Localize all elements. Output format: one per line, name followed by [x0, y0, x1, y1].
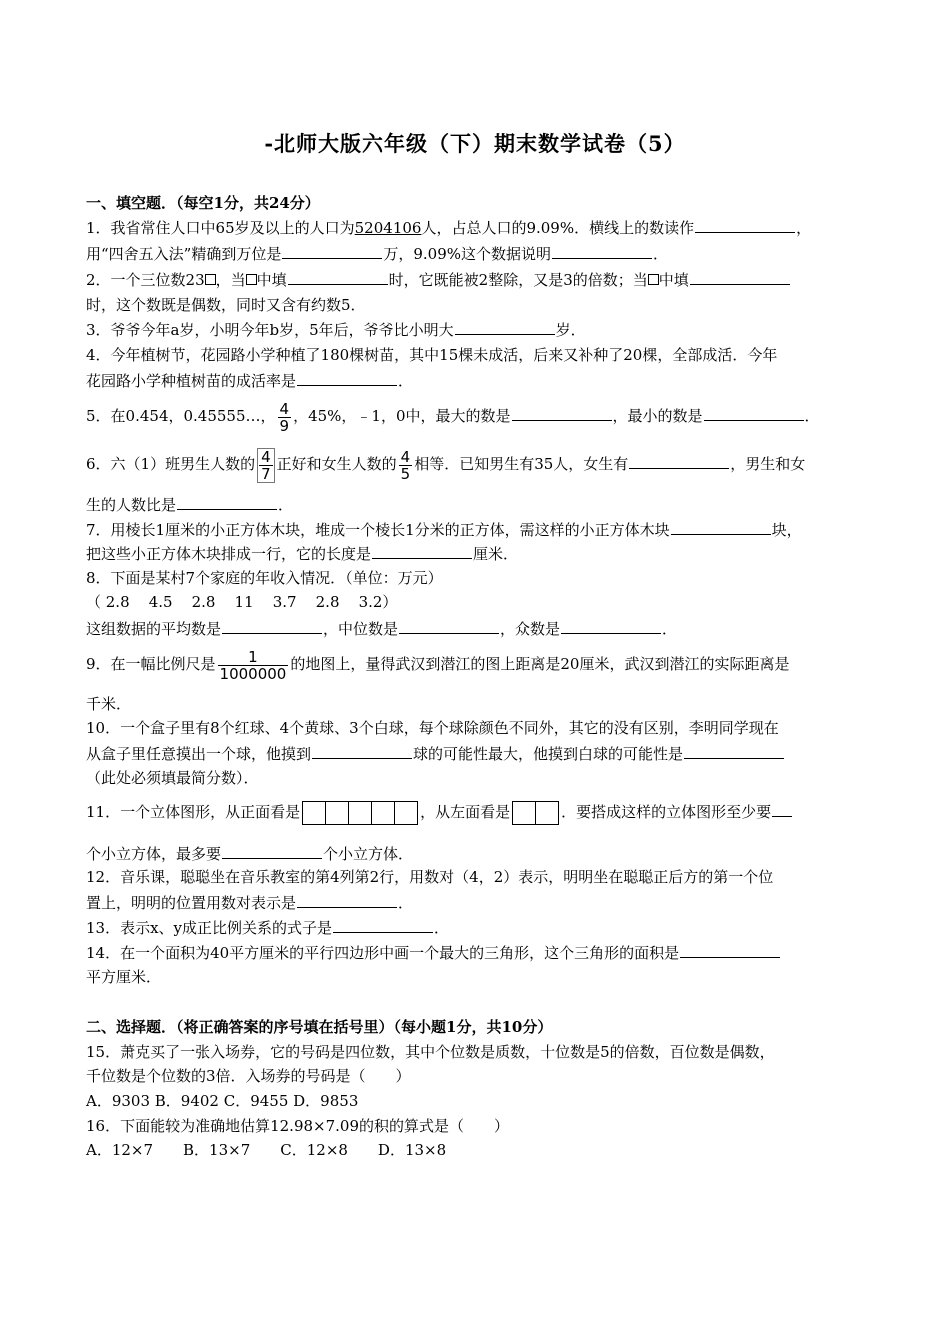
q2-line1: 2．一个三位数23 ，当 中填 时，它既能被2整除，又是3的倍数；当 中填: [86, 269, 791, 290]
q16-options: A．12×7 B．13×7 C．12×8 D．13×8: [86, 1141, 447, 1159]
q8-line1: 8．下面是某村7个家庭的年收入情况．（单位：万元）: [86, 569, 443, 587]
q14-line1: 14．在一个面积为40平方厘米的平行四边形中画一个最大的三角形，这个三角形的面积是: [86, 942, 781, 963]
q12-line1: 12．音乐课，聪聪坐在音乐教室的第4列第2行，用数对（4，2）表示，明明坐在聪聪正后方的第一个位: [86, 868, 774, 886]
q11-line1: 11．一个立体图形，从正面看是 ，从左面看是 ．要搭成这样的立体图形至少要: [86, 794, 793, 830]
answer-blank[interactable]: [297, 370, 397, 386]
answer-blank[interactable]: [772, 801, 792, 817]
q15-line2: 千位数是个位数的3倍．入场券的号码是（ ）: [86, 1067, 411, 1085]
q4-line1: 4．今年植树节，花园路小学种植了180棵树苗，其中15棵未成活，后来又补种了20棵，全部成活．今年: [86, 346, 778, 364]
q9-line2: 千米．: [86, 695, 132, 713]
answer-blank[interactable]: [399, 618, 499, 634]
answer-blank[interactable]: [288, 269, 388, 285]
q1-underlined-number: 5204106: [354, 219, 422, 237]
q7-line1: 7．用棱长1厘米的小正方体木块，堆成一个棱长1分米的正方体，需这样的小正方体木块 块，: [86, 521, 802, 539]
answer-blank[interactable]: [177, 494, 277, 510]
answer-blank[interactable]: [282, 243, 382, 259]
answer-blank[interactable]: [704, 405, 804, 421]
answer-blank[interactable]: [512, 405, 612, 421]
section1-heading: 一、填空题．（每空1分，共24分）: [86, 194, 320, 212]
empty-box-icon: [205, 274, 216, 285]
answer-blank[interactable]: [671, 519, 771, 535]
q1-line1: 1．我省常住人口中65岁及以上的人口为5204106人，占总人口的9.09%．横线上的数读作 ，: [86, 219, 812, 237]
q16-line1: 16．下面能较为准确地估算12.98×7.09的积的算式是（ ）: [86, 1117, 509, 1135]
q4-line2: 花园路小学种植树苗的成活率是 ．: [86, 372, 414, 390]
answer-blank[interactable]: [695, 217, 795, 233]
q5-line: 5．在0.454，0.45555…， $\frac{4}{9}$ ，45%，﹣1，0中，最大的数是 ，最小的数是 ．: [86, 399, 820, 435]
answer-blank[interactable]: [333, 917, 433, 933]
answer-blank[interactable]: [312, 743, 412, 759]
page-title: -北师大版六年级（下）期末数学试卷（5）: [264, 131, 686, 156]
fraction-4-5: $\frac{4}{5}$: [400, 447, 411, 483]
q8-data: （ 2.8 4.5 2.8 11 3.7 2.8 3.2）: [86, 593, 398, 611]
answer-blank[interactable]: [552, 243, 652, 259]
q10-line2: 从盒子里任意摸出一个球，他摸到 球的可能性最大，他摸到白球的可能性是: [86, 743, 785, 764]
q15-options: A．9303 B．9402 C．9455 D．9853: [86, 1092, 359, 1110]
q6-line1: 6．六（1）班男生人数的 $\frac{4}{7}$ 正好和女生人数的 $\frac{4}{5}$ 相等．已知男生有35人，女生有 ，男生和女: [86, 447, 806, 483]
q2-line2: 时，这个数既是偶数，同时又含有约数5．: [86, 296, 366, 314]
answer-blank[interactable]: [222, 618, 322, 634]
q14-line2: 平方厘米．: [86, 968, 162, 986]
answer-blank[interactable]: [561, 618, 661, 634]
section2-heading: 二、选择题．（将正确答案的序号填在括号里）（每小题1分，共10分）: [86, 1018, 553, 1036]
q10-line3: （此处必须填最简分数）．: [86, 769, 259, 787]
q6-line2: 生的人数比是 ．: [86, 496, 294, 514]
empty-box-icon: [246, 274, 257, 285]
q9-line1: 9．在一幅比例尺是 $\frac{1}{1000000}$ 的地图上，量得武汉到潜江的图上距离是20厘米，武汉到潜江的实际距离是: [86, 647, 790, 683]
q3-line: 3．爷爷今年a岁，小明今年b岁，5年后，爷爷比小明大 岁．: [86, 321, 586, 339]
q13-line: 13．表示x、y成正比例关系的式子是 ．: [86, 919, 450, 937]
answer-blank[interactable]: [297, 892, 397, 908]
left-view-grid: [512, 801, 559, 825]
fraction-4-7: $\frac{4}{7}$: [257, 448, 275, 483]
q15-line1: 15．萧克买了一张入场券，它的号码是四位数，其中个位数是质数，十位数是5的倍数，百位数是偶数，: [86, 1043, 775, 1061]
q1-line2: 用“四舍五入法”精确到万位是 万，9.09%这个数据说明 ．: [86, 245, 669, 263]
fraction-4-9: $\frac{4}{9}$: [279, 399, 290, 435]
q8-line3: 这组数据的平均数是 ，中位数是 ，众数是 ．: [86, 620, 678, 638]
front-view-grid: [302, 801, 418, 825]
empty-box-icon: [648, 274, 659, 285]
answer-blank[interactable]: [684, 743, 784, 759]
answer-blank[interactable]: [680, 942, 780, 958]
answer-blank[interactable]: [629, 453, 729, 469]
q11-line2: 个小立方体，最多要 个小立方体．: [86, 845, 414, 863]
fraction-scale: $\frac{1}{1000000}$: [219, 647, 287, 683]
q10-line1: 10．一个盒子里有8个红球、4个黄球、3个白球，每个球除颜色不同外，其它的没有区别，李明同学现在: [86, 719, 779, 737]
answer-blank[interactable]: [372, 543, 472, 559]
answer-blank[interactable]: [455, 319, 555, 335]
answer-blank[interactable]: [690, 269, 790, 285]
q12-line2: 置上，明明的位置用数对表示是 ．: [86, 894, 414, 912]
q7-line2: 把这些小正方体木块排成一行，它的长度是 厘米．: [86, 545, 519, 563]
answer-blank[interactable]: [222, 843, 322, 859]
